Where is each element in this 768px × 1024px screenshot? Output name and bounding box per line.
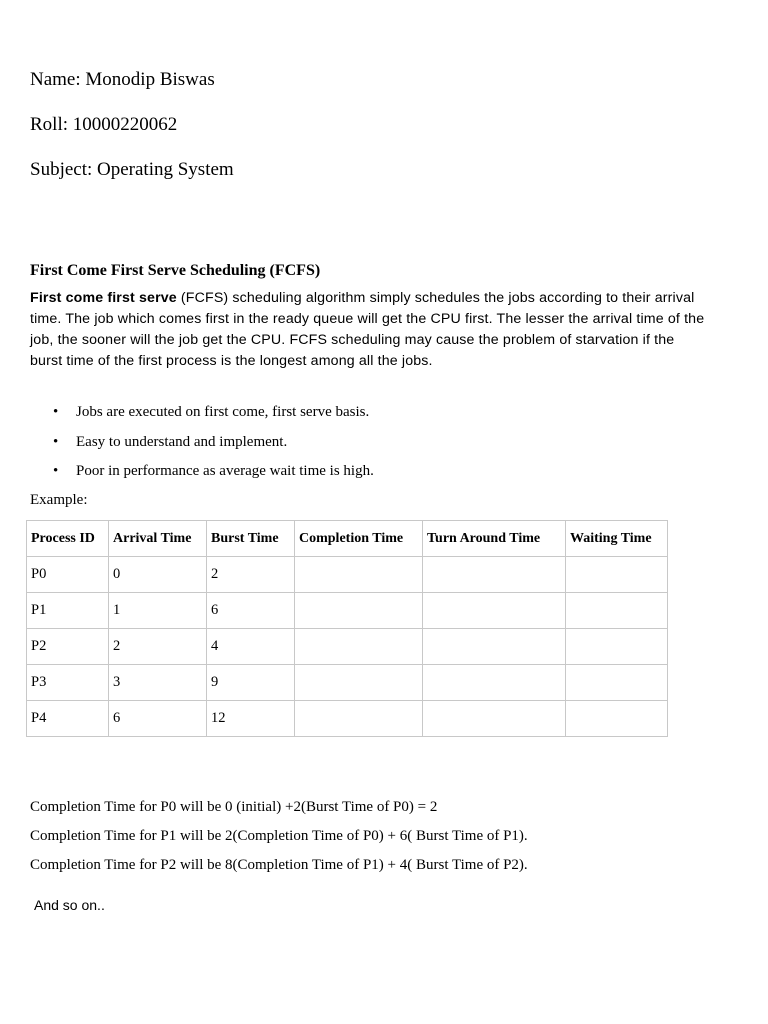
table-row xyxy=(27,593,668,629)
table-cell xyxy=(295,665,423,701)
calculation-line-p2: Completion Time for P2 will be 8(Completion Time of P1) + 4( Burst Time of P2). xyxy=(30,857,528,873)
bullet-glyph: • xyxy=(53,463,59,479)
table-cell xyxy=(566,701,668,737)
column-header-waiting-time: Waiting Time xyxy=(566,521,668,557)
table-header-row xyxy=(27,521,668,557)
table-cell: 6 xyxy=(207,593,295,629)
column-header-arrival-time: Arrival Time xyxy=(109,521,207,557)
process-table xyxy=(26,520,668,737)
table-cell: 6 xyxy=(109,701,207,737)
section-title: First Come First Serve Scheduling (FCFS) xyxy=(30,262,321,279)
table-cell: P4 xyxy=(27,701,109,737)
table-row xyxy=(27,665,668,701)
feature-list xyxy=(30,401,710,490)
list-item-text: Poor in performance as average wait time is high. xyxy=(76,463,374,479)
column-header-completion-time: Completion Time xyxy=(295,521,423,557)
table-cell xyxy=(295,629,423,665)
list-item xyxy=(30,401,710,431)
table-cell: 9 xyxy=(207,665,295,701)
table-cell xyxy=(423,629,566,665)
table-cell xyxy=(295,701,423,737)
closing-note: And so on.. xyxy=(34,897,105,913)
table-cell: P3 xyxy=(27,665,109,701)
table-cell: 12 xyxy=(207,701,295,737)
table-cell: P0 xyxy=(27,557,109,593)
roll-number: Roll: 10000220062 xyxy=(30,114,178,135)
column-header-turn-around-time: Turn Around Time xyxy=(423,521,566,557)
table-cell: 3 xyxy=(109,665,207,701)
column-header-process-id: Process ID xyxy=(27,521,109,557)
example-label: Example: xyxy=(30,492,88,508)
intro-bold-term: First come first serve xyxy=(30,290,177,306)
table-cell xyxy=(423,557,566,593)
column-header-burst-time: Burst Time xyxy=(207,521,295,557)
table-cell xyxy=(423,665,566,701)
list-item-text: Jobs are executed on first come, first serve basis. xyxy=(76,404,370,420)
table-cell xyxy=(423,701,566,737)
table-cell: P2 xyxy=(27,629,109,665)
bullet-glyph: • xyxy=(53,404,59,420)
list-item-text: Easy to understand and implement. xyxy=(76,433,288,450)
table-cell: 2 xyxy=(109,629,207,665)
table-cell xyxy=(566,629,668,665)
table-cell: 1 xyxy=(109,593,207,629)
table-cell: 4 xyxy=(207,629,295,665)
table-cell: 2 xyxy=(207,557,295,593)
subject-line: Subject: Operating System xyxy=(30,159,234,180)
table-row xyxy=(27,701,668,737)
bullet-glyph: • xyxy=(53,433,59,450)
table-cell xyxy=(295,557,423,593)
table-cell xyxy=(566,665,668,701)
table-row xyxy=(27,557,668,593)
calculation-line-p1: Completion Time for P1 will be 2(Completion Time of P0) + 6( Burst Time of P1). xyxy=(30,828,528,844)
table-cell xyxy=(566,557,668,593)
list-item xyxy=(30,460,710,490)
table-cell: P1 xyxy=(27,593,109,629)
list-item xyxy=(30,431,710,461)
calculation-line-p0: Completion Time for P0 will be 0 (initial) +2(Burst Time of P0) = 2 xyxy=(30,799,438,815)
student-name: Name: Monodip Biswas xyxy=(30,69,215,90)
table-cell: 0 xyxy=(109,557,207,593)
intro-text: (FCFS) scheduling algorithm simply schedules the jobs according to their arrival time. The job which comes first in the ready queue will get the CPU first. The lesser the arrival time of the job, the sooner will the job get the CPU. FCFS scheduling may cause the problem of starvation if the burst time of the first process is the longest among all the jobs. xyxy=(30,290,705,369)
table-cell xyxy=(295,593,423,629)
table-cell xyxy=(423,593,566,629)
intro-paragraph xyxy=(30,288,710,372)
table-cell xyxy=(566,593,668,629)
table-row xyxy=(27,629,668,665)
